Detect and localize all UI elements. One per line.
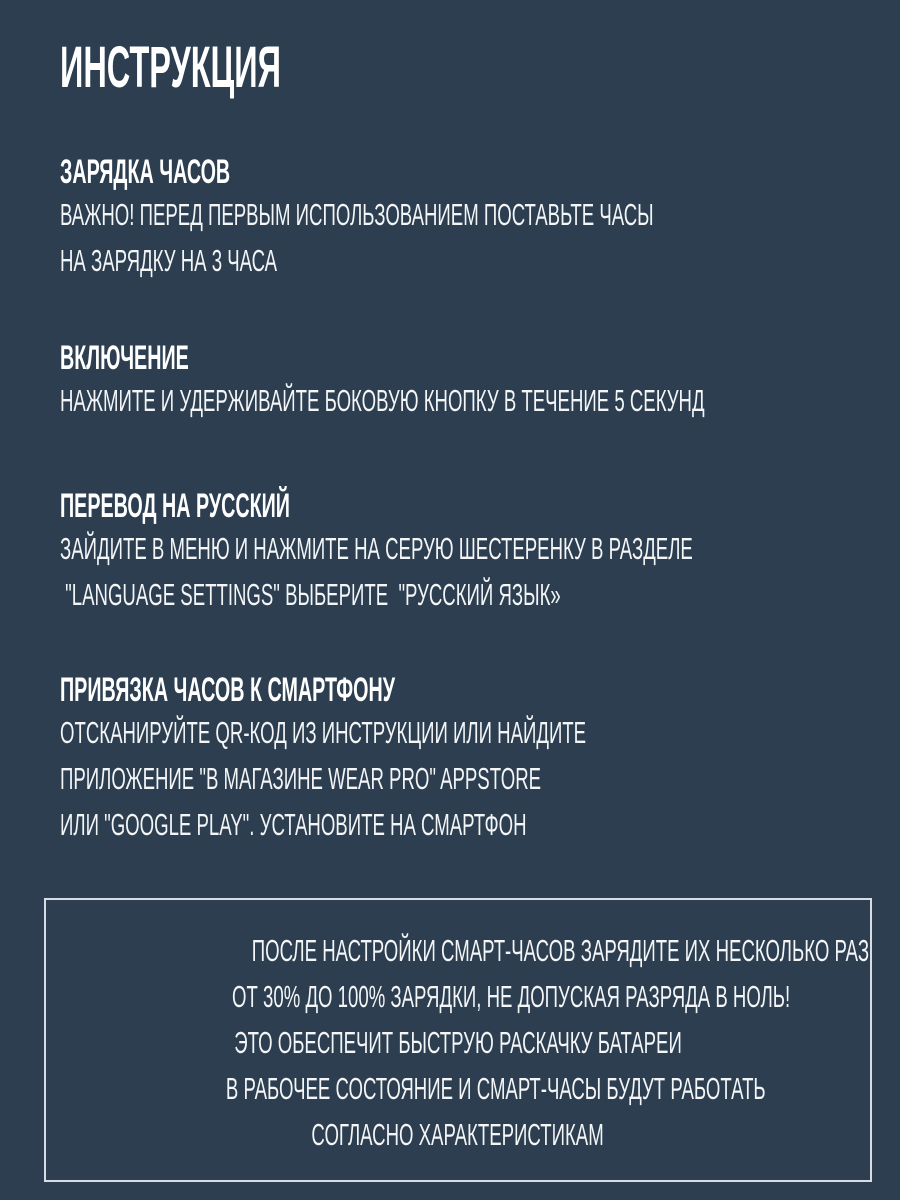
note-text-line: В РАБОЧЕЕ СОСТОЯНИЕ И СМАРТ-ЧАСЫ БУДУТ РАБОТАТЬ	[225, 1071, 766, 1106]
note-text-line: ОТ 30% ДО 100% ЗАРЯДКИ, НЕ ДОПУСКАЯ РАЗРЯДА В НОЛЬ!	[232, 979, 791, 1014]
note-text-line: СОГЛАСНО ХАРАКТЕРИСТИКАМ	[311, 1117, 605, 1152]
section-text-line: "LANGUAGE SETTINGS" ВЫБЕРИТЕ "РУССКИЙ ЯЗЫК»	[60, 577, 561, 612]
section-power-on	[60, 338, 900, 424]
battery-note-box	[44, 898, 872, 1182]
section-text-line: ЗАЙДИТЕ В МЕНЮ И НАЖМИТЕ НА СЕРУЮ ШЕСТЕРЕНКУ В РАЗДЕЛЕ	[60, 531, 693, 566]
section-text-line: НАЖМИТЕ И УДЕРЖИВАЙТЕ БОКОВУЮ КНОПКУ В ТЕЧЕНИЕ 5 СЕКУНД	[60, 383, 705, 418]
section-text-line: ОТСКАНИРУЙТЕ QR-КОД ИЗ ИНСТРУКЦИИ ИЛИ НАЙДИТЕ	[60, 715, 587, 750]
section-text-line: ПРИЛОЖЕНИЕ "В МАГАЗИНЕ WEAR PRO" APPSTORE	[60, 761, 542, 796]
section-text-line: НА ЗАРЯДКУ НА 3 ЧАСА	[60, 243, 278, 278]
page-title: ИНСТРУКЦИЯ	[60, 35, 281, 100]
battery-note-text	[46, 928, 870, 1158]
note-text-line: ЭТО ОБЕСПЕЧИТ БЫСТРУЮ РАСКАЧКУ БАТАРЕИ	[234, 1025, 682, 1060]
section-text-line: ВАЖНО! ПЕРЕД ПЕРВЫМ ИСПОЛЬЗОВАНИЕМ ПОСТАВЬТЕ ЧАСЫ	[60, 197, 654, 232]
section-charging	[60, 152, 900, 284]
section-heading: ПРИВЯЗКА ЧАСОВ К СМАРТФОНУ	[60, 671, 395, 709]
section-heading: ЗАРЯДКА ЧАСОВ	[60, 153, 231, 191]
section-heading: ВКЛЮЧЕНИЕ	[60, 339, 189, 377]
note-text-line: ПОСЛЕ НАСТРОЙКИ СМАРТ-ЧАСОВ ЗАРЯДИТЕ ИХ НЕСКОЛЬКО РАЗ	[251, 933, 870, 968]
section-text-line: ИЛИ "GOOGLE PLAY". УСТАНОВИТЕ НА СМАРТФОН	[60, 807, 527, 842]
section-heading: ПЕРЕВОД НА РУССКИЙ	[60, 487, 290, 525]
section-language	[60, 486, 900, 618]
section-pairing	[60, 670, 900, 848]
